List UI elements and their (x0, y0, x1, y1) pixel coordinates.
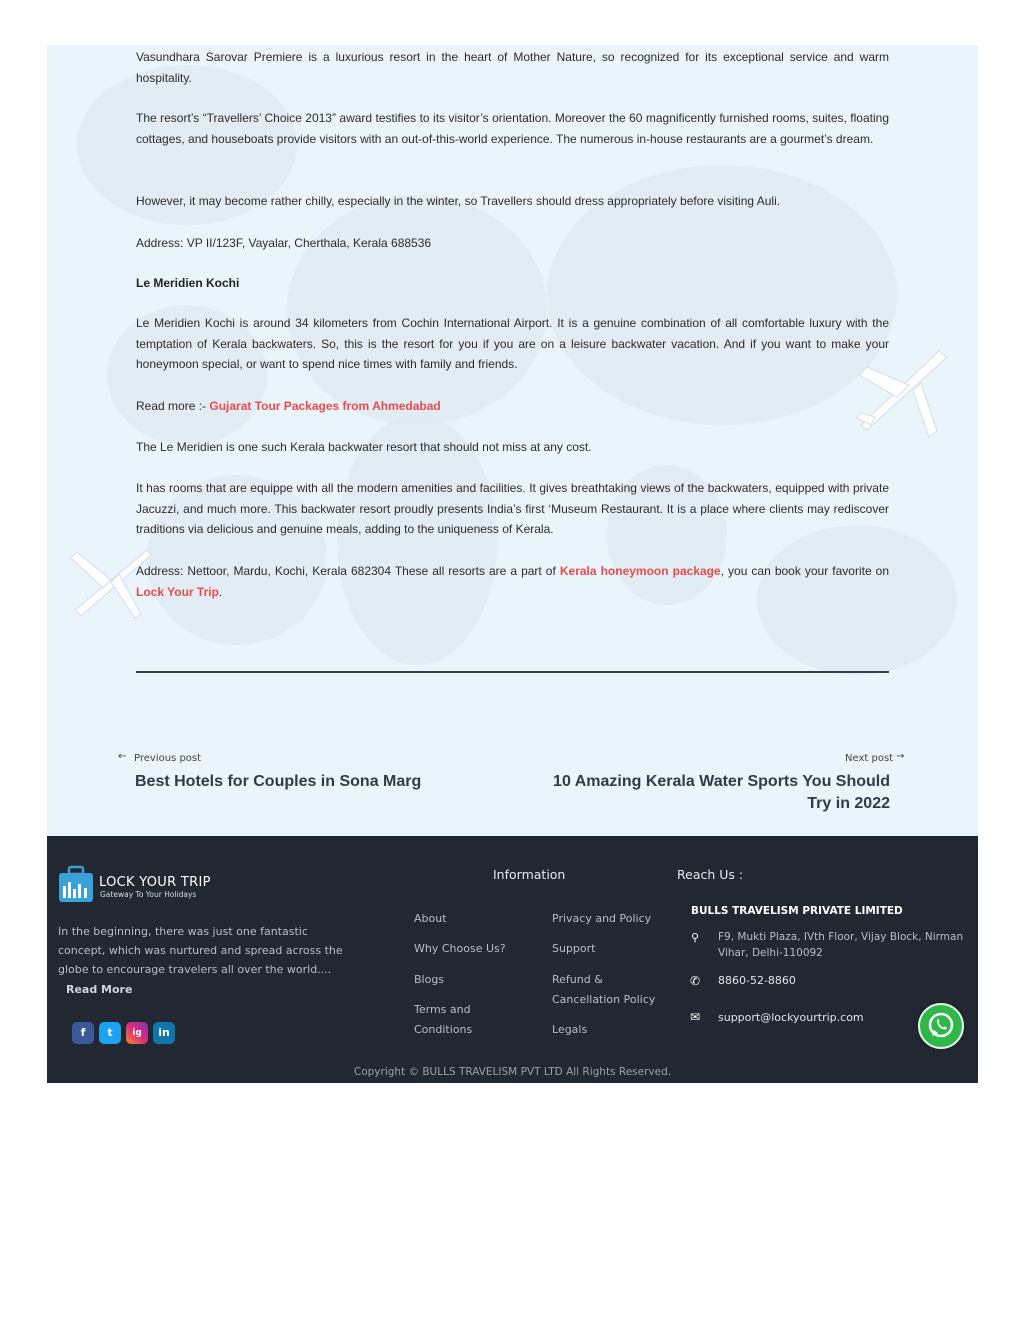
map-continent (287, 195, 547, 425)
site-logo[interactable] (57, 864, 217, 904)
article-paragraph: The resort’s “Travellers’ Choice 2013” award testifies to its visitor’s orientation. Moreover the 60 magnificently furnished rooms, suites, floating cottages, and houseboats provide visitors with an out-of-this-world experience. The numerous in-house restaurants are a gourmet’s dream. (136, 111, 889, 146)
article-address: Address: VP II/123F, Vayalar, Cherthala, Kerala 688536 (136, 236, 432, 250)
footer-link-terms[interactable]: Terms and Conditions (414, 1003, 473, 1036)
article-paragraph: Vasundhara Sarovar Premiere is a luxurious resort in the heart of Mother Nature, so recognized for its exceptional service and warm hospitality. (136, 50, 889, 85)
location-pin-icon: ⚲ (691, 931, 700, 944)
twitter-icon[interactable]: t (99, 1022, 121, 1044)
instagram-icon[interactable]: ig (126, 1022, 148, 1044)
next-post-title[interactable]: 10 Amazing Kerala Water Sports You Should Try in 2022 (553, 773, 890, 812)
previous-post-label[interactable]: Previous post (134, 753, 202, 764)
phone-number[interactable]: 8860-52-8860 (718, 974, 796, 987)
whatsapp-icon (920, 1005, 962, 1047)
address-suffix: . (218, 584, 223, 599)
section-heading: Le Meridien Kochi (136, 276, 240, 290)
article-panel (47, 45, 978, 836)
article-paragraph: It has rooms that are equippe with all the modern amenities and facilities. It gives breathtaking views of the backwaters, equipped with private Jacuzzi, and much more. This backwater resort proudly presents India’s first ‘Museum Restaurant. It is a place where clients may rediscover traditions via delicious and genuine meals, adding to the uniqueness of Kerala. (136, 481, 889, 537)
linkedin-icon[interactable]: in (153, 1022, 175, 1044)
address-mid-text: , you can book your favorite on (720, 564, 890, 578)
article-paragraph: However, it may become rather chilly, especially in the winter, so Travellers should dress appropriately before visiting Auli. (136, 194, 781, 208)
next-arrow-icon[interactable]: → (896, 751, 905, 762)
footer-link-privacy[interactable]: Privacy and Policy (552, 912, 652, 925)
site-footer (47, 836, 978, 1083)
article-paragraph: The Le Meridien is one such Kerala backwater resort that should not miss at any cost. (136, 440, 592, 454)
article-paragraph: Le Meridien Kochi is around 34 kilometers from Cochin International Airport. It is a genuine combination of all comfortable luxury with the temptation of Kerala backwaters. So, this is the resort for you if you are on a leisure backwater vacation. And if you want to make your honeymoon special, or want to spend nice times with family and friends. (136, 316, 889, 372)
prev-arrow-icon[interactable]: ← (118, 751, 127, 762)
footer-link-refund[interactable]: Refund & Cancellation Policy (552, 973, 656, 1006)
whatsapp-button[interactable] (918, 1003, 964, 1049)
lock-your-trip-link[interactable]: Lock Your Trip (136, 584, 219, 599)
previous-post-title[interactable]: Best Hotels for Couples in Sona Marg (135, 773, 422, 790)
read-more-link[interactable]: Read More (66, 983, 133, 996)
copyright-text: Copyright © BULLS TRAVELISM PVT LTD All Rights Reserved. (353, 1066, 672, 1078)
company-name: BULLS TRAVELISM PRIVATE LIMITED (691, 905, 903, 917)
kerala-honeymoon-link[interactable]: Kerala honeymoon package (559, 564, 721, 578)
company-address: F9, Mukti Plaza, IVth Floor, Vijay Block, Nirman Vihar, Delhi-110092 (718, 931, 964, 959)
address-text: Address: Nettoor, Mardu, Kochi, Kerala 682304 These all resorts are a part of (136, 564, 560, 578)
email-icon: ✉ (690, 1010, 701, 1024)
divider (136, 671, 889, 673)
logo-tagline: Gateway To Your Holidays (100, 890, 197, 899)
suitcase-logo-icon (57, 864, 97, 904)
logo-text: LOCK YOUR TRIP (99, 875, 211, 890)
footer-link-about[interactable]: About (414, 912, 447, 925)
article-paragraph (136, 561, 889, 602)
information-heading: Information (493, 867, 566, 882)
next-post-label[interactable]: Next post (845, 753, 894, 764)
gujarat-tour-link[interactable]: Gujarat Tour Packages from Ahmedabad (209, 399, 441, 413)
phone-icon: ✆ (690, 974, 701, 988)
footer-link-support[interactable]: Support (552, 942, 596, 955)
facebook-icon[interactable]: f (72, 1022, 94, 1044)
read-more-line (136, 396, 889, 417)
footer-link-legals[interactable]: Legals (552, 1023, 588, 1036)
email-address[interactable]: support@lockyourtrip.com (718, 1011, 864, 1024)
read-more-prefix: Read more :- (136, 399, 210, 413)
reach-us-heading: Reach Us : (677, 867, 744, 882)
footer-about-text: In the beginning, there was just one fantastic concept, which was nurtured and spread across the globe to encourage travelers all over the world.... (58, 925, 343, 976)
footer-link-why-choose-us[interactable]: Why Choose Us? (414, 942, 506, 955)
footer-link-blogs[interactable]: Blogs (414, 973, 445, 986)
